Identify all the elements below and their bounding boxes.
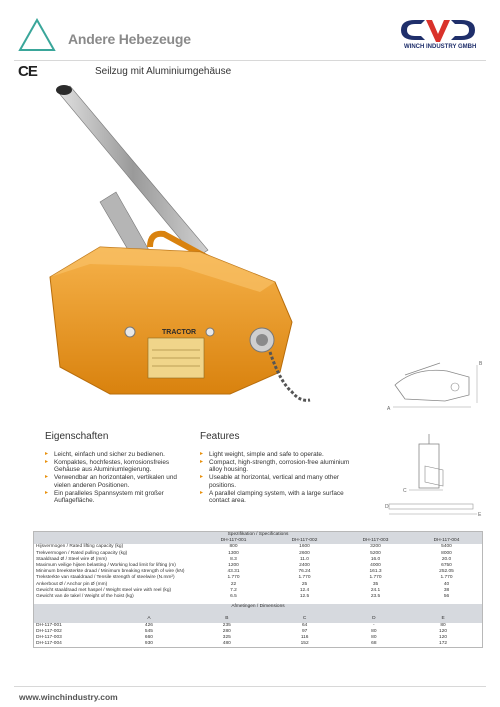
model-header: DH-117-003 [340, 538, 411, 544]
spec-label: Ankerbout Ø / Anchor pin Ø (mm) [36, 581, 108, 587]
dim-model: DH-117-002 [36, 628, 62, 634]
spec-value: 56 [443, 594, 450, 600]
table-row [34, 641, 482, 647]
spec-value: 76.24 [298, 569, 311, 575]
footer-url[interactable]: www.winchindustry.com [19, 692, 118, 702]
spec-band-title: Spezifikation / Specifications [34, 532, 482, 538]
spec-table [33, 531, 483, 648]
spec-label: Treksterkte van staaldraad / Tensile strength of steelwire (N.mm²) [36, 575, 175, 581]
dim-value: 930 [144, 641, 153, 647]
spec-value: 252.05 [439, 569, 454, 575]
dim-value: 64 [301, 622, 308, 628]
spec-value: 4000 [370, 563, 381, 569]
spec-value: 23.5 [370, 594, 381, 600]
spec-value: 22 [230, 581, 237, 587]
list-item: ▸ Compact, high-strength, corrosion-free aluminium alloy housing. [200, 459, 350, 474]
dim-label-d: D [385, 504, 389, 510]
list-item: ▸ Leicht, einfach und sicher zu bedienen. [45, 451, 195, 458]
list-item: ▸ Ein paralleles Spannsystem mit großer Auflagefläche. [45, 490, 195, 505]
model-header: DH-117-001 [198, 538, 269, 544]
spec-value: 38 [443, 587, 450, 593]
dim-value: 80 [371, 635, 377, 641]
spec-value: 6.5 [230, 594, 237, 600]
dim-value: 172 [439, 641, 448, 647]
spec-label: Gewicht staaldraad met haspel / Weight steel wire with reel (kg) [36, 587, 172, 593]
product-subtitle: Seilzug mit Aluminiumgehäuse [95, 66, 232, 77]
spec-value: 3200 [370, 544, 381, 550]
list-item: ▸ Light weight, simple and safe to operate. [200, 451, 350, 458]
dim-model: DH-117-001 [36, 622, 62, 628]
spec-label: Trekvermogen / Rated pulling capacity (kg) [36, 550, 128, 556]
dim-rows [34, 623, 482, 648]
spec-value: 35 [372, 581, 379, 587]
dim-value: 80 [440, 622, 446, 628]
dim-header: E [404, 616, 482, 622]
spec-value: 1200 [228, 563, 239, 569]
spec-value: 5200 [370, 550, 381, 556]
brand-name: WINCH INDUSTRY GMBH [404, 44, 477, 50]
dim-band-title: Afmetingen / Dimensions [34, 604, 482, 610]
dim-value: 235 [222, 622, 231, 628]
side-view-drawing [385, 355, 485, 415]
spec-value: 12.4 [299, 587, 310, 593]
spec-value: 8.3 [230, 556, 237, 562]
dim-value: 426 [144, 622, 153, 628]
model-header: DH-117-002 [269, 538, 340, 544]
spec-value: 1.770 [440, 575, 453, 581]
spec-value: 7.2 [230, 587, 237, 593]
page-title: Andere Hebezeuge [68, 31, 191, 47]
dim-header: D [344, 616, 405, 622]
dim-header: C [266, 616, 344, 622]
spec-value: 2600 [299, 550, 310, 556]
eigenschaften-heading: Eigenschaften [45, 431, 109, 442]
dim-label-a: A [387, 406, 391, 412]
spec-value: 11.0 [300, 556, 309, 562]
list-item: ▸ Verwendbar an horizontalen, vertikalen und vielen anderen Positionen. [45, 474, 195, 489]
features-list [200, 451, 350, 505]
spec-value: 43.31 [227, 569, 240, 575]
features-heading: Features [200, 431, 240, 442]
dim-value: 152 [300, 641, 309, 647]
dim-label-b: B [479, 361, 483, 367]
spec-value: 1.770 [227, 575, 240, 581]
dim-value: - [373, 622, 375, 628]
spec-value: 25 [301, 581, 308, 587]
dim-value: 325 [222, 635, 231, 641]
dim-label-e: E [478, 512, 482, 518]
spec-value: 5400 [441, 544, 452, 550]
dim-value: 660 [144, 635, 153, 641]
product-photo [30, 82, 340, 412]
triangle-logo-icon [18, 18, 56, 52]
list-item: ▸ A parallel clamping system, with a large surface contact area. [200, 490, 350, 505]
list-item: ▸ Useable at horizontal, vertical and many other positions. [200, 474, 350, 489]
spec-value: 800 [229, 544, 238, 550]
dim-value: 280 [222, 628, 231, 634]
spec-label: Minimum breeksterkte draad / Minimum breaking strength of wire (kN) [36, 569, 185, 575]
dim-value: 80 [371, 628, 377, 634]
model-header: DH-117-004 [411, 538, 482, 544]
dim-value: 68 [371, 641, 377, 647]
spec-value: 16.0 [370, 556, 381, 562]
brand-logo-icon [393, 16, 483, 60]
spec-label: Maximum veilige hijsen belasting / Working load limit for lifting (m) [36, 563, 176, 569]
dim-header: A [110, 616, 188, 622]
spec-value: 2400 [299, 563, 310, 569]
spec-value: 12.5 [299, 594, 310, 600]
spec-rows [34, 544, 482, 600]
spec-label: Staaldraad Ø / Steel wire Ø (mm) [36, 556, 107, 562]
dim-value: 545 [144, 628, 153, 634]
spec-value: 24.1 [370, 587, 381, 593]
spec-value: 40 [443, 581, 450, 587]
dim-label-c: C [403, 488, 407, 494]
dim-value: 97 [301, 628, 308, 634]
spec-label: Gewicht van de takel / Weight of the hoist (kg) [36, 594, 134, 600]
header-divider [14, 60, 486, 61]
spec-value: 1.770 [369, 575, 382, 581]
dim-header: B [188, 616, 266, 622]
spec-value: 161.3 [369, 569, 382, 575]
spec-value: 1.770 [298, 575, 311, 581]
spec-value: 1300 [228, 550, 239, 556]
front-view-drawing [385, 430, 485, 520]
footer-divider [14, 686, 486, 687]
spec-value: 1600 [299, 544, 310, 550]
spec-value: 6750 [441, 563, 452, 569]
dim-value: 120 [439, 628, 448, 634]
dim-value: 116 [300, 635, 309, 641]
dim-model: DH-117-004 [36, 641, 62, 647]
dim-model: DH-117-003 [36, 635, 62, 641]
ce-mark: CE [18, 63, 37, 80]
eigenschaften-list [45, 451, 195, 505]
list-item: ▸ Kompaktes, hochfestes, korrosionsfreies Gehäuse aus Aluminiumlegierung. [45, 459, 195, 474]
dim-value: 120 [439, 635, 448, 641]
dim-value: 480 [222, 641, 231, 647]
spec-label: Hijsvermogen / Rated lifting capacity (kg) [36, 544, 124, 550]
photo-brand-label: TRACTOR [162, 329, 197, 336]
spec-value: 8000 [441, 550, 452, 556]
spec-value: 20.0 [441, 556, 452, 562]
